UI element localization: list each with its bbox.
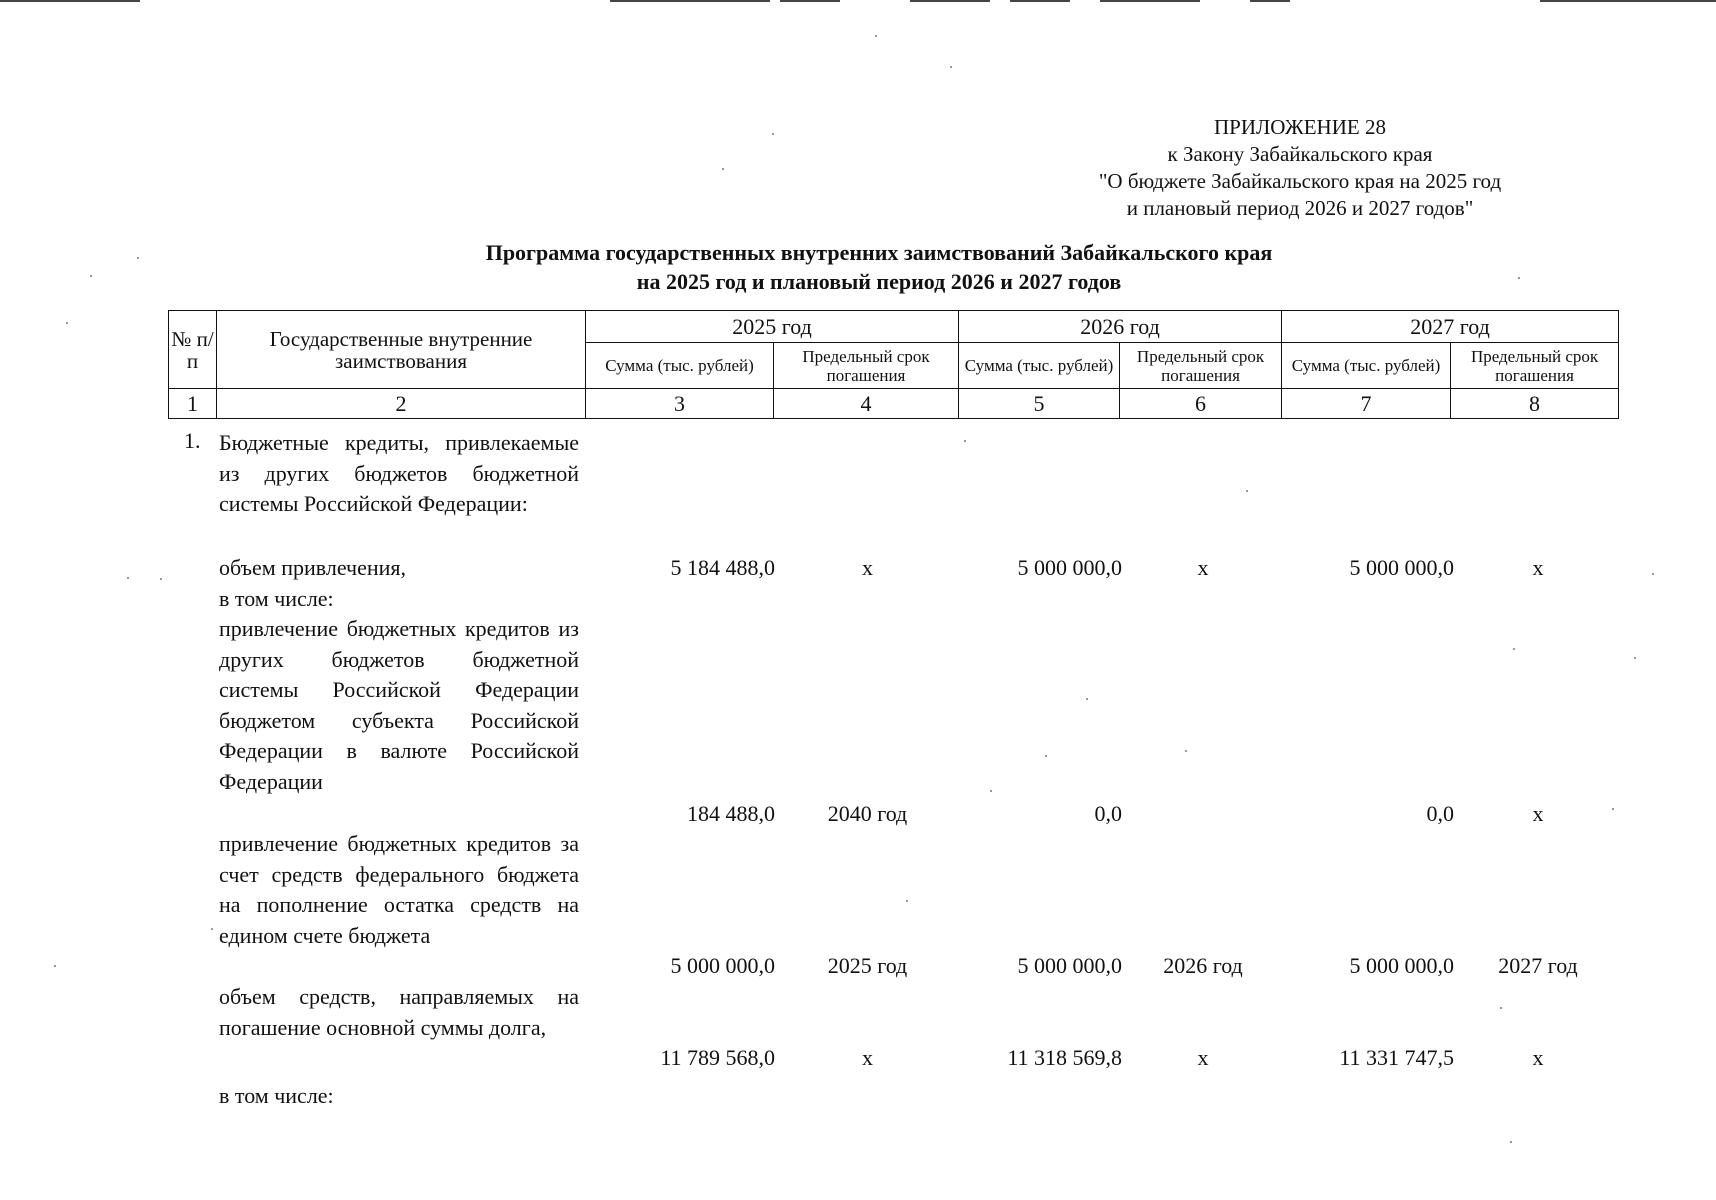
col-number: 6 [1120,389,1282,419]
header-num-col: № п/п [169,311,217,389]
header-term-2026: Предельный срок погашения [1120,343,1282,389]
scan-speck [990,790,992,792]
repayment-2025-term: x [862,1045,873,1070]
scan-speck [1086,698,1088,700]
col-number: 4 [774,389,959,419]
scan-speck [211,928,213,930]
appendix-line: к Закону Забайкальского края [1167,142,1433,166]
scan-top-rule [1010,0,1070,2]
federal-credits-2026-term: 2026 год [1163,953,1243,978]
attraction-2027-sum: 5 000 000,0 [1349,555,1454,580]
scan-speck [1510,1141,1512,1143]
attraction-2026-sum: 5 000 000,0 [1017,555,1122,580]
scan-speck [772,133,774,135]
appendix-line: "О бюджете Забайкальского края на 2025 год [1098,169,1502,193]
scan-speck [127,577,129,579]
attraction-2025-sum: 5 184 488,0 [670,555,775,580]
repayment-2026-term: x [1197,1045,1209,1070]
budget-credits-2027-term: x [1532,801,1544,826]
header-sum-2026: Сумма (тыс. рублей) [959,343,1120,389]
col-number: 7 [1282,389,1451,419]
scan-speck [1185,750,1187,752]
scan-speck [1246,490,1248,492]
repayment-2026-sum: 11 318 569,8 [1007,1045,1122,1070]
item-title: Бюджетные кредиты, привлекаемые из других бюджетов бюджетной системы Российской Федерации: [219,430,579,516]
including-label: в том числе: [219,1083,334,1108]
budget-credits-2027-sum: 0,0 [1426,801,1454,826]
scan-speck [66,322,68,324]
repayment-label: объем средств, направляемых на погашение основной суммы долга, [219,984,579,1040]
scan-speck [1513,648,1515,650]
repayment-2027-sum: 11 331 747,5 [1339,1045,1454,1070]
scan-speck [54,965,56,967]
header-name-col: Государственные внутренние заимствования [217,311,586,389]
scan-top-rule [780,0,840,2]
header-year-2027: 2027 год [1282,311,1619,343]
appendix-line: ПРИЛОЖЕНИЕ 28 [1214,115,1386,139]
scan-speck [1500,1007,1502,1009]
header-sum-2025: Сумма (тыс. рублей) [586,343,774,389]
federal-credits-2027-sum: 5 000 000,0 [1349,953,1454,978]
attraction-2027-term: x [1532,555,1544,580]
scan-speck [1634,657,1636,659]
title-line: на 2025 год и плановый период 2026 и 2027 годов [636,269,1122,294]
scan-speck [1518,277,1520,279]
col-number: 2 [217,389,586,419]
appendix-line: и плановый период 2026 и 2027 годов" [1126,196,1474,220]
attraction-2025-term: x [862,555,873,580]
budget-credits-2026-sum: 0,0 [1094,801,1122,826]
header-term-2025: Предельный срок погашения [774,343,959,389]
title-line: Программа государственных внутренних заимствований Забайкальского края [485,240,1273,265]
header-sum-2027: Сумма (тыс. рублей) [1282,343,1451,389]
appendix-header [1020,114,1580,222]
scan-speck [906,900,908,902]
header-year-2025: 2025 год [586,311,959,343]
scan-speck [875,35,877,37]
document-title [170,238,1588,296]
scan-speck [1612,808,1614,810]
federal-credits-2025-term: 2025 год [827,953,908,978]
scan-top-rule [1250,0,1290,2]
federal-credits-2025-sum: 5 000 000,0 [670,953,775,978]
scan-top-rule [610,0,770,2]
scan-speck [137,257,139,259]
scan-speck [1045,755,1047,757]
budget-credits-label: привлечение бюджетных кредитов из других бюджетов бюджетной системы Российской Федерации бюджетом субъекта Российской Федерации в валюте Российской Федерации [219,616,579,794]
scan-speck [722,168,724,170]
scan-top-rule [910,0,990,2]
attraction-label: объем привлечения, [219,555,407,580]
scan-speck [90,275,92,277]
federal-credits-2027-term: 2027 год [1498,953,1578,978]
budget-credits-2025-term: 2040 год [827,801,908,826]
scan-top-rule [1100,0,1200,2]
budget-credits-2025-sum: 184 488,0 [687,801,775,826]
federal-credits-2026-sum: 5 000 000,0 [1017,953,1122,978]
header-year-2026: 2026 год [959,311,1282,343]
scan-top-rule [0,0,140,2]
repayment-2027-term: x [1532,1045,1544,1070]
col-number: 1 [169,389,217,419]
scan-speck [950,66,952,68]
header-term-2027: Предельный срок погашения [1451,343,1619,389]
col-number: 8 [1451,389,1619,419]
scan-speck [160,578,162,580]
item-number: 1. [184,428,201,453]
col-number: 5 [959,389,1120,419]
scan-speck [964,440,966,442]
attraction-2026-term: x [1197,555,1209,580]
including-label: в том числе: [219,586,334,611]
federal-credits-label: привлечение бюджетных кредитов за счет средств федерального бюджета на пополнение остатка средств на едином счете бюджета [219,831,579,948]
table-header [168,310,1619,419]
col-number: 3 [586,389,774,419]
repayment-2025-sum: 11 789 568,0 [660,1045,775,1070]
scan-speck [1652,573,1654,575]
scan-top-rule [1540,0,1716,2]
